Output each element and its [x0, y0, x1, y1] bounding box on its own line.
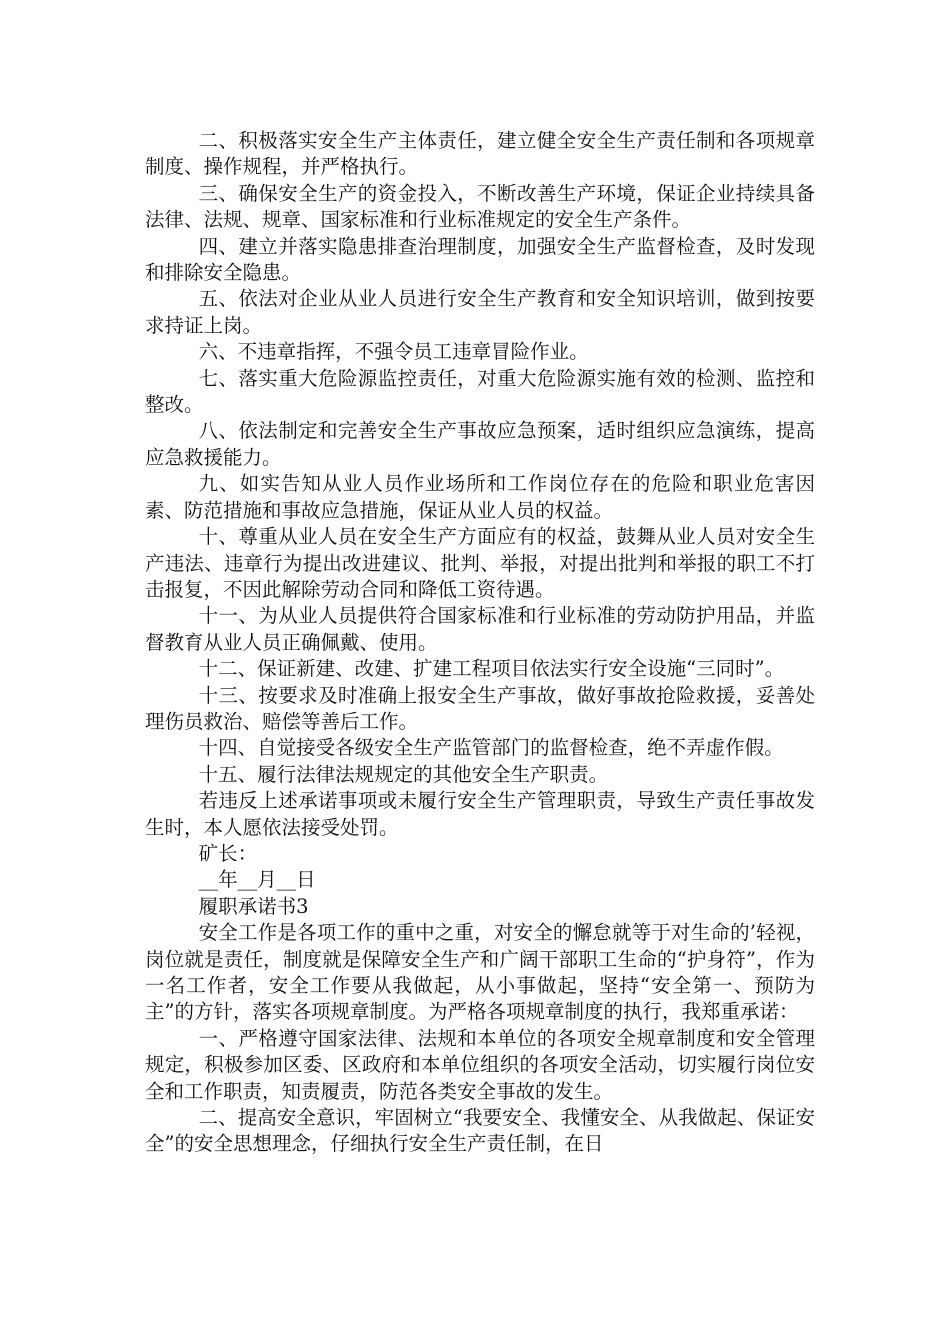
document-body — [145, 128, 815, 1158]
pledge-item-2: 二、提高安全意识，牢固树立“我要安全、我懂安全、从我做起、保证安全”的安全思想理念，仔细执行安全生产责任制，在日 — [145, 1106, 815, 1156]
paragraph-item-13: 十三、按要求及时准确上报安全生产事故，做好事故抢险救援，妥善处理伤员救治、赔偿等善后工作。 — [145, 683, 815, 733]
paragraph-item-5: 五、依法对企业从业人员进行安全生产教育和安全知识培训，做到按要求持证上岗。 — [145, 287, 815, 337]
paragraph-item-6: 六、不违章指挥，不强令员工违章冒险作业。 — [198, 340, 589, 364]
date-line: __年__月__日 — [198, 868, 316, 892]
paragraph-item-15: 十五、履行法律法规规定的其他安全生产职责。 — [198, 762, 609, 786]
paragraph-item-9: 九、如实告知从业人员作业场所和工作岗位存在的危险和职业危害因素、防范措施和事故应急措施，保证从业人员的权益。 — [145, 472, 815, 522]
paragraph-item-3: 三、确保安全生产的资金投入，不断改善生产环境，保证企业持续具备法律、法规、规章、国家标准和行业标准规定的安全生产条件。 — [145, 181, 815, 232]
paragraph-item-8: 八、依法制定和完善安全生产事故应急预案，适时组织应急演练，提高应急救援能力。 — [145, 419, 815, 469]
paragraph-item-2: 二、积极落实安全生产主体责任，建立健全安全生产责任制和各项规章制度、操作规程，并严格执行。 — [145, 129, 815, 179]
signature-label: 矿长： — [198, 841, 258, 865]
section-title: 履职承诺书3 — [198, 894, 309, 918]
paragraph-item-10: 十、尊重从业人员在安全生产方面应有的权益，鼓舞从业人员对安全生产违法、违章行为提出改进建议、批判、举报，对提出批判和举报的职工不打击报复，不因此解除劳动合同和降低工资待遇。 — [145, 525, 815, 601]
intro-paragraph: 安全工作是各项工作的重中之重，对安全的懈怠就等于对生命的’轻视，岗位就是责任，制度就是保障安全生产和广阔干部职工生命的“护身符”，作为一名工作者，安全工作要从我做起，从小事做起，坚持“安全第一、预防为主”的方针，落实各项规章制度。为严格各项规章制度的执行，我郑重承诺： — [145, 921, 815, 1024]
paragraph-item-12: 十二、保证新建、改建、扩建工程项目依法实行安全设施“三同时”。 — [198, 657, 785, 681]
pledge-item-1: 一、严格遵守国家法律、法规和本单位的各项安全规章制度和安全管理规定，积极参加区委、区政府和本单位组织的各项安全活动，切实履行岗位安全和工作职责，知责履责，防范各类安全事故的发生。 — [145, 1026, 815, 1103]
paragraph-item-7: 七、落实重大危险源监控责任，对重大危险源实施有效的检测、监控和整改。 — [145, 366, 815, 417]
paragraph-item-4: 四、建立并落实隐患排查治理制度，加强安全生产监督检查，及时发现和排除安全隐患。 — [145, 234, 815, 285]
breach-clause-paragraph: 若违反上述承诺事项或未履行安全生产管理职责，导致生产责任事故发生时，本人愿依法接受处罚。 — [145, 789, 815, 839]
paragraph-item-14: 十四、自觉接受各级安全生产监管部门的监督检查，绝不弄虚作假。 — [198, 736, 784, 760]
paragraph-item-11: 十一、为从业人员提供符合国家标准和行业标准的劳动防护用品，并监督教育从业人员正确佩戴、使用。 — [145, 604, 815, 654]
